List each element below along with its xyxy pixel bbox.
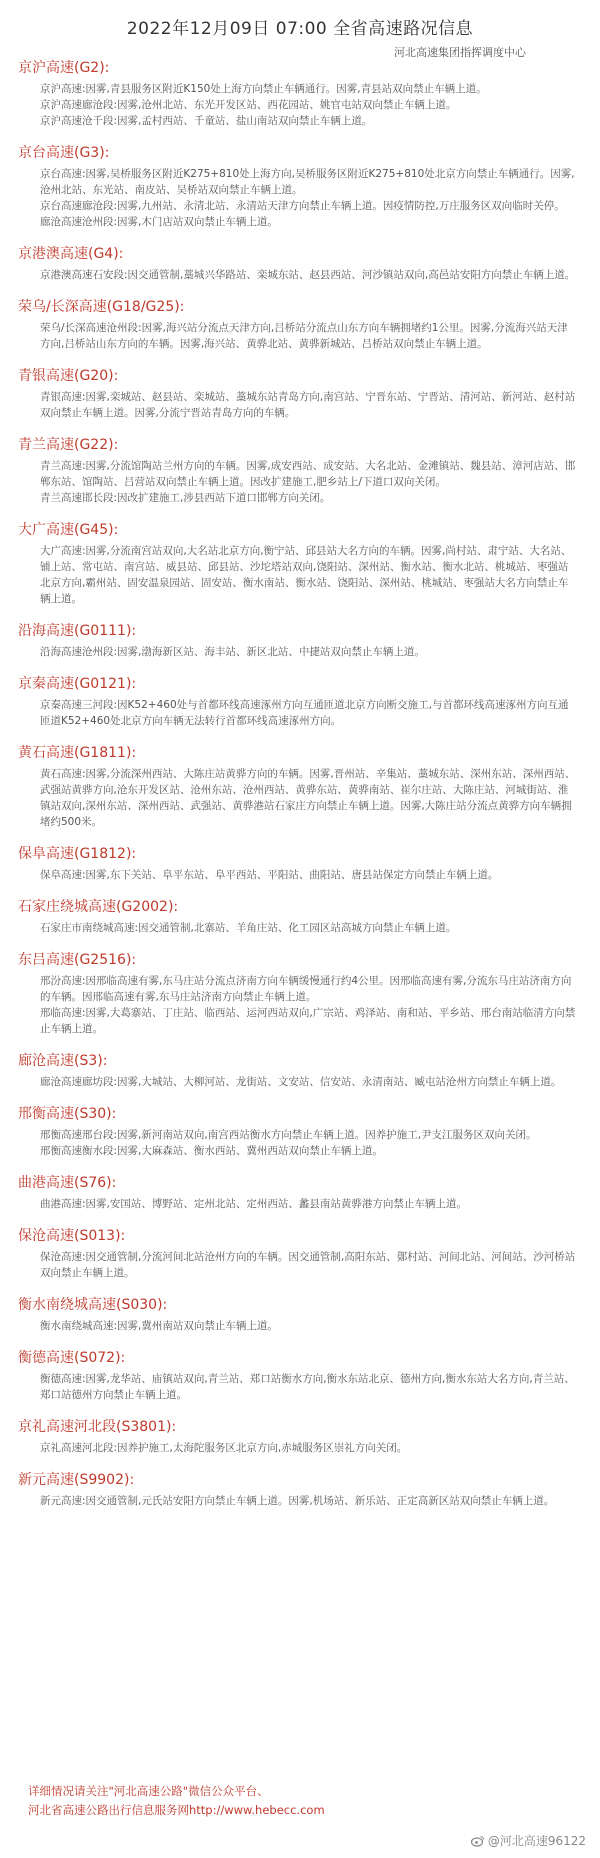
section-heading: 青银高速(G20):: [18, 368, 119, 384]
highway-section: [18, 1226, 584, 1281]
status-line: 京台高速:因雾,吴桥服务区附近K275+810处上海方向,吴桥服务区附近K275+810处北京方向禁止车辆通行。因雾,沧州北站、东光站、南皮站、吴桥站双向禁止车辆上道。: [40, 168, 575, 196]
footer-line-website[interactable]: 河北省高速公路出行信息服务网http://www.hebecc.com: [28, 1803, 325, 1817]
highway-section: [18, 58, 584, 129]
highway-section: [18, 743, 584, 830]
section-heading: 保沧高速(S013):: [18, 1228, 126, 1244]
highway-section: [18, 1051, 584, 1090]
status-line: 石家庄市南绕城高速:因交通管制,北寨站、羊角庄站、化工园区站高城方向禁止车辆上道。: [40, 922, 457, 934]
section-heading: 曲港高速(S76):: [18, 1175, 117, 1191]
status-line: 衡德高速:因雾,龙华站、庙镇站双向,青兰站、郑口站衡水方向,衡水东站北京、德州方向,衡水东站大名方向,青兰站、郑口站德州方向禁止车辆上道。: [40, 1373, 575, 1401]
highway-sections: [18, 58, 584, 1523]
status-line: 衡水南绕城高速:因雾,冀州南站双向禁止车辆上道。: [40, 1320, 278, 1332]
status-line: 京沪高速沧千段:因雾,孟村西站、千童站、盐山南站双向禁止车辆上道。: [40, 115, 373, 127]
status-line: 邢衡高速邢台段:因雾,新河南站双向,南宫西站衡水方向禁止车辆上道。因养护施工,尹支江服务区双向关闭。: [40, 1129, 537, 1141]
section-heading: 沿海高速(G0111):: [18, 623, 137, 639]
status-line: 京沪高速廊沧段:因雾,沧州北站、东光开发区站、西花园站、姚官屯站双向禁止车辆上道。: [40, 99, 457, 111]
section-heading: 京秦高速(G0121):: [18, 676, 137, 692]
section-heading: 衡德高速(S072):: [18, 1350, 126, 1366]
section-heading: 衡水南绕城高速(S030):: [18, 1297, 168, 1313]
status-line: 京秦高速三河段:因K52+460处与首都环线高速涿州方向互通匝道北京方向断交施工,与首都环线高速涿州方向互通匝道K52+460处北京方向车辆无法转行首都环线高速涿州方向。: [40, 699, 569, 727]
status-line: 廊沧高速廊坊段:因雾,大城站、大柳河站、龙街站、文安站、信安站、永清南站、臧屯站沧州方向禁止车辆上道。: [40, 1076, 562, 1088]
section-heading: 青兰高速(G22):: [18, 437, 119, 453]
footer-line-wechat: 详细情况请关注"河北高速公路"微信公众平台、: [28, 1784, 269, 1798]
status-line: 京港澳高速石安段:因交通管制,藁城兴华路站、栾城东站、赵县西站、河沙镇站双向,高邑站安阳方向禁止车辆上道。: [40, 269, 576, 281]
status-line: 邢衡高速衡水段:因雾,大麻森站、衡水西站、冀州西站双向禁止车辆上道。: [40, 1145, 383, 1157]
highway-section: [18, 844, 584, 883]
status-line: 保沧高速:因交通管制,分流河间北站沧州方向的车辆。因交通管制,高阳东站、鄚村站、河间北站、河间站、沙河桥站双向禁止车辆上道。: [40, 1251, 576, 1279]
section-heading: 邢衡高速(S30):: [18, 1106, 117, 1122]
status-line: 邢汾高速:因邢临高速有雾,东马庄站分流点济南方向车辆缓慢通行约4公里。因邢临高速有雾,分流东马庄站济南方向的车辆。因邢临高速有雾,东马庄站济南方向禁止车辆上道。: [40, 975, 572, 1003]
highway-section: [18, 897, 584, 936]
section-heading: 石家庄绕城高速(G2002):: [18, 899, 179, 915]
section-heading: 保阜高速(G1812):: [18, 846, 137, 862]
highway-section: [18, 244, 584, 283]
highway-section: [18, 435, 584, 506]
status-line: 邢临高速:因雾,大葛寨站、丁庄站、临西站、运河西站双向,广宗站、鸡泽站、南和站、平乡站、邢台南站临清方向禁止车辆上道。: [40, 1007, 576, 1035]
section-heading: 东吕高速(G2516):: [18, 952, 137, 968]
status-line: 新元高速:因交通管制,元氏站安阳方向禁止车辆上道。因雾,机场站、新乐站、正定高新区站双向禁止车辆上道。: [40, 1495, 555, 1507]
status-line: 青兰高速:因雾,分流馆陶站兰州方向的车辆。因雾,成安西站、成安站、大名北站、金滩镇站、魏县站、漳河店站、邯郸东站、馆陶站、吕营站双向禁止车辆上道。因改扩建施工,肥乡站上/下道口双向关闭。: [40, 460, 576, 488]
highway-section: [18, 143, 584, 230]
highway-section: [18, 1173, 584, 1212]
highway-section: [18, 1417, 584, 1456]
highway-section: [18, 366, 584, 421]
highway-section: [18, 1104, 584, 1159]
status-line: 京台高速廊沧段:因雾,九州站、永清北站、永清站天津方向禁止车辆上道。因疫情防控,万庄服务区双向临时关停。: [40, 200, 565, 212]
highway-section: [18, 950, 584, 1037]
section-heading: 黄石高速(G1811):: [18, 745, 137, 761]
weibo-watermark: [471, 1832, 586, 1849]
section-heading: 荣乌/长深高速(G18/G25):: [18, 299, 185, 315]
highway-section: [18, 1295, 584, 1334]
highway-section: [18, 1348, 584, 1403]
highway-section: [18, 1470, 584, 1509]
status-line: 荣乌/长深高速沧州段:因雾,海兴站分流点天津方向,吕桥站分流点山东方向车辆拥堵约1公里。因雾,分流海兴站天津方向,吕桥站山东方向的车辆。因雾,海兴站、黄骅北站、黄骅新城站、吕桥站双向禁止车辆上道。: [40, 322, 568, 350]
status-line: 黄石高速:因雾,分流深州西站、大陈庄站黄骅方向的车辆。因雾,晋州站、辛集站、藁城东站、深州东站、深州西站、武强站黄骅方向,沧东开发区站、沧州东站、沧州西站、黄骅东站、黄骅南站、崔尔庄站、大陈庄站、河城街站、淮镇站双向,深州东站、深州西站、武强站、黄骅港站石家庄方向禁止车辆上道。因雾,大陈庄站分流点黄骅方向车辆拥堵约500米。: [40, 768, 576, 828]
section-heading: 新元高速(S9902):: [18, 1472, 135, 1488]
status-line: 京礼高速河北段:因养护施工,太海陀服务区北京方向,赤城服务区崇礼方向关闭。: [40, 1442, 408, 1454]
section-heading: 京礼高速河北段(S3801):: [18, 1419, 177, 1435]
highway-section: [18, 297, 584, 352]
status-line: 青兰高速邯长段:因改扩建施工,涉县西站下道口邯郸方向关闭。: [40, 492, 331, 504]
section-heading: 廊沧高速(S3):: [18, 1053, 108, 1069]
section-heading: 京沪高速(G2):: [18, 60, 110, 76]
page-title: 2022年12月09日 07:00 全省高速路况信息: [126, 19, 474, 39]
status-line: 保阜高速:因雾,东下关站、阜平东站、阜平西站、平阳站、曲阳站、唐县站保定方向禁止车辆上道。: [40, 869, 499, 881]
section-heading: 京港澳高速(G4):: [18, 246, 124, 262]
status-line: 大广高速:因雾,分流南宫站双向,大名站北京方向,衡宁站、邱县站大名方向的车辆。因雾,尚村站、肃宁站、大名站、铺上站、常屯站、南宫站、威县站、邱县站、沙坨塔站双向,饶阳站、深州站、衡水站、衡水北站、桃城站、枣强站北京方向,霸州站、固安温泉园站、固安站、衡水南站、衡水站、饶阳站、深州站、桃城站、枣强站大名方向禁止车辆上道。: [40, 545, 572, 605]
section-heading: 大广高速(G45):: [18, 522, 119, 538]
weibo-logo-icon: [471, 1835, 485, 1847]
status-line: 廊沧高速沧州段:因雾,木门店站双向禁止车辆上道。: [40, 216, 278, 228]
highway-section: [18, 520, 584, 607]
status-line: 曲港高速:因雾,安国站、博野站、定州北站、定州西站、蠡县南站黄骅港方向禁止车辆上道。: [40, 1198, 467, 1210]
footer-note: [28, 1782, 325, 1820]
watermark-text: @河北高速96122: [487, 1834, 586, 1848]
status-line: 京沪高速:因雾,青县服务区附近K150处上海方向禁止车辆通行。因雾,青县站双向禁止车辆上道。: [40, 83, 487, 95]
status-line: 沿海高速沧州段:因雾,渤海新区站、海丰站、新区北站、中捷站双向禁止车辆上道。: [40, 646, 425, 658]
issuer-label: 河北高速集团指挥调度中心: [394, 46, 526, 59]
section-heading: 京台高速(G3):: [18, 145, 110, 161]
status-line: 青银高速:因雾,栾城站、赵县站、栾城站、藁城东站青岛方向,南宫站、宁晋东站、宁晋站、清河站、新河站、赵村站双向禁止车辆上道。因雾,分流宁晋站青岛方向的车辆。: [40, 391, 576, 419]
highway-section: [18, 621, 584, 660]
highway-section: [18, 674, 584, 729]
